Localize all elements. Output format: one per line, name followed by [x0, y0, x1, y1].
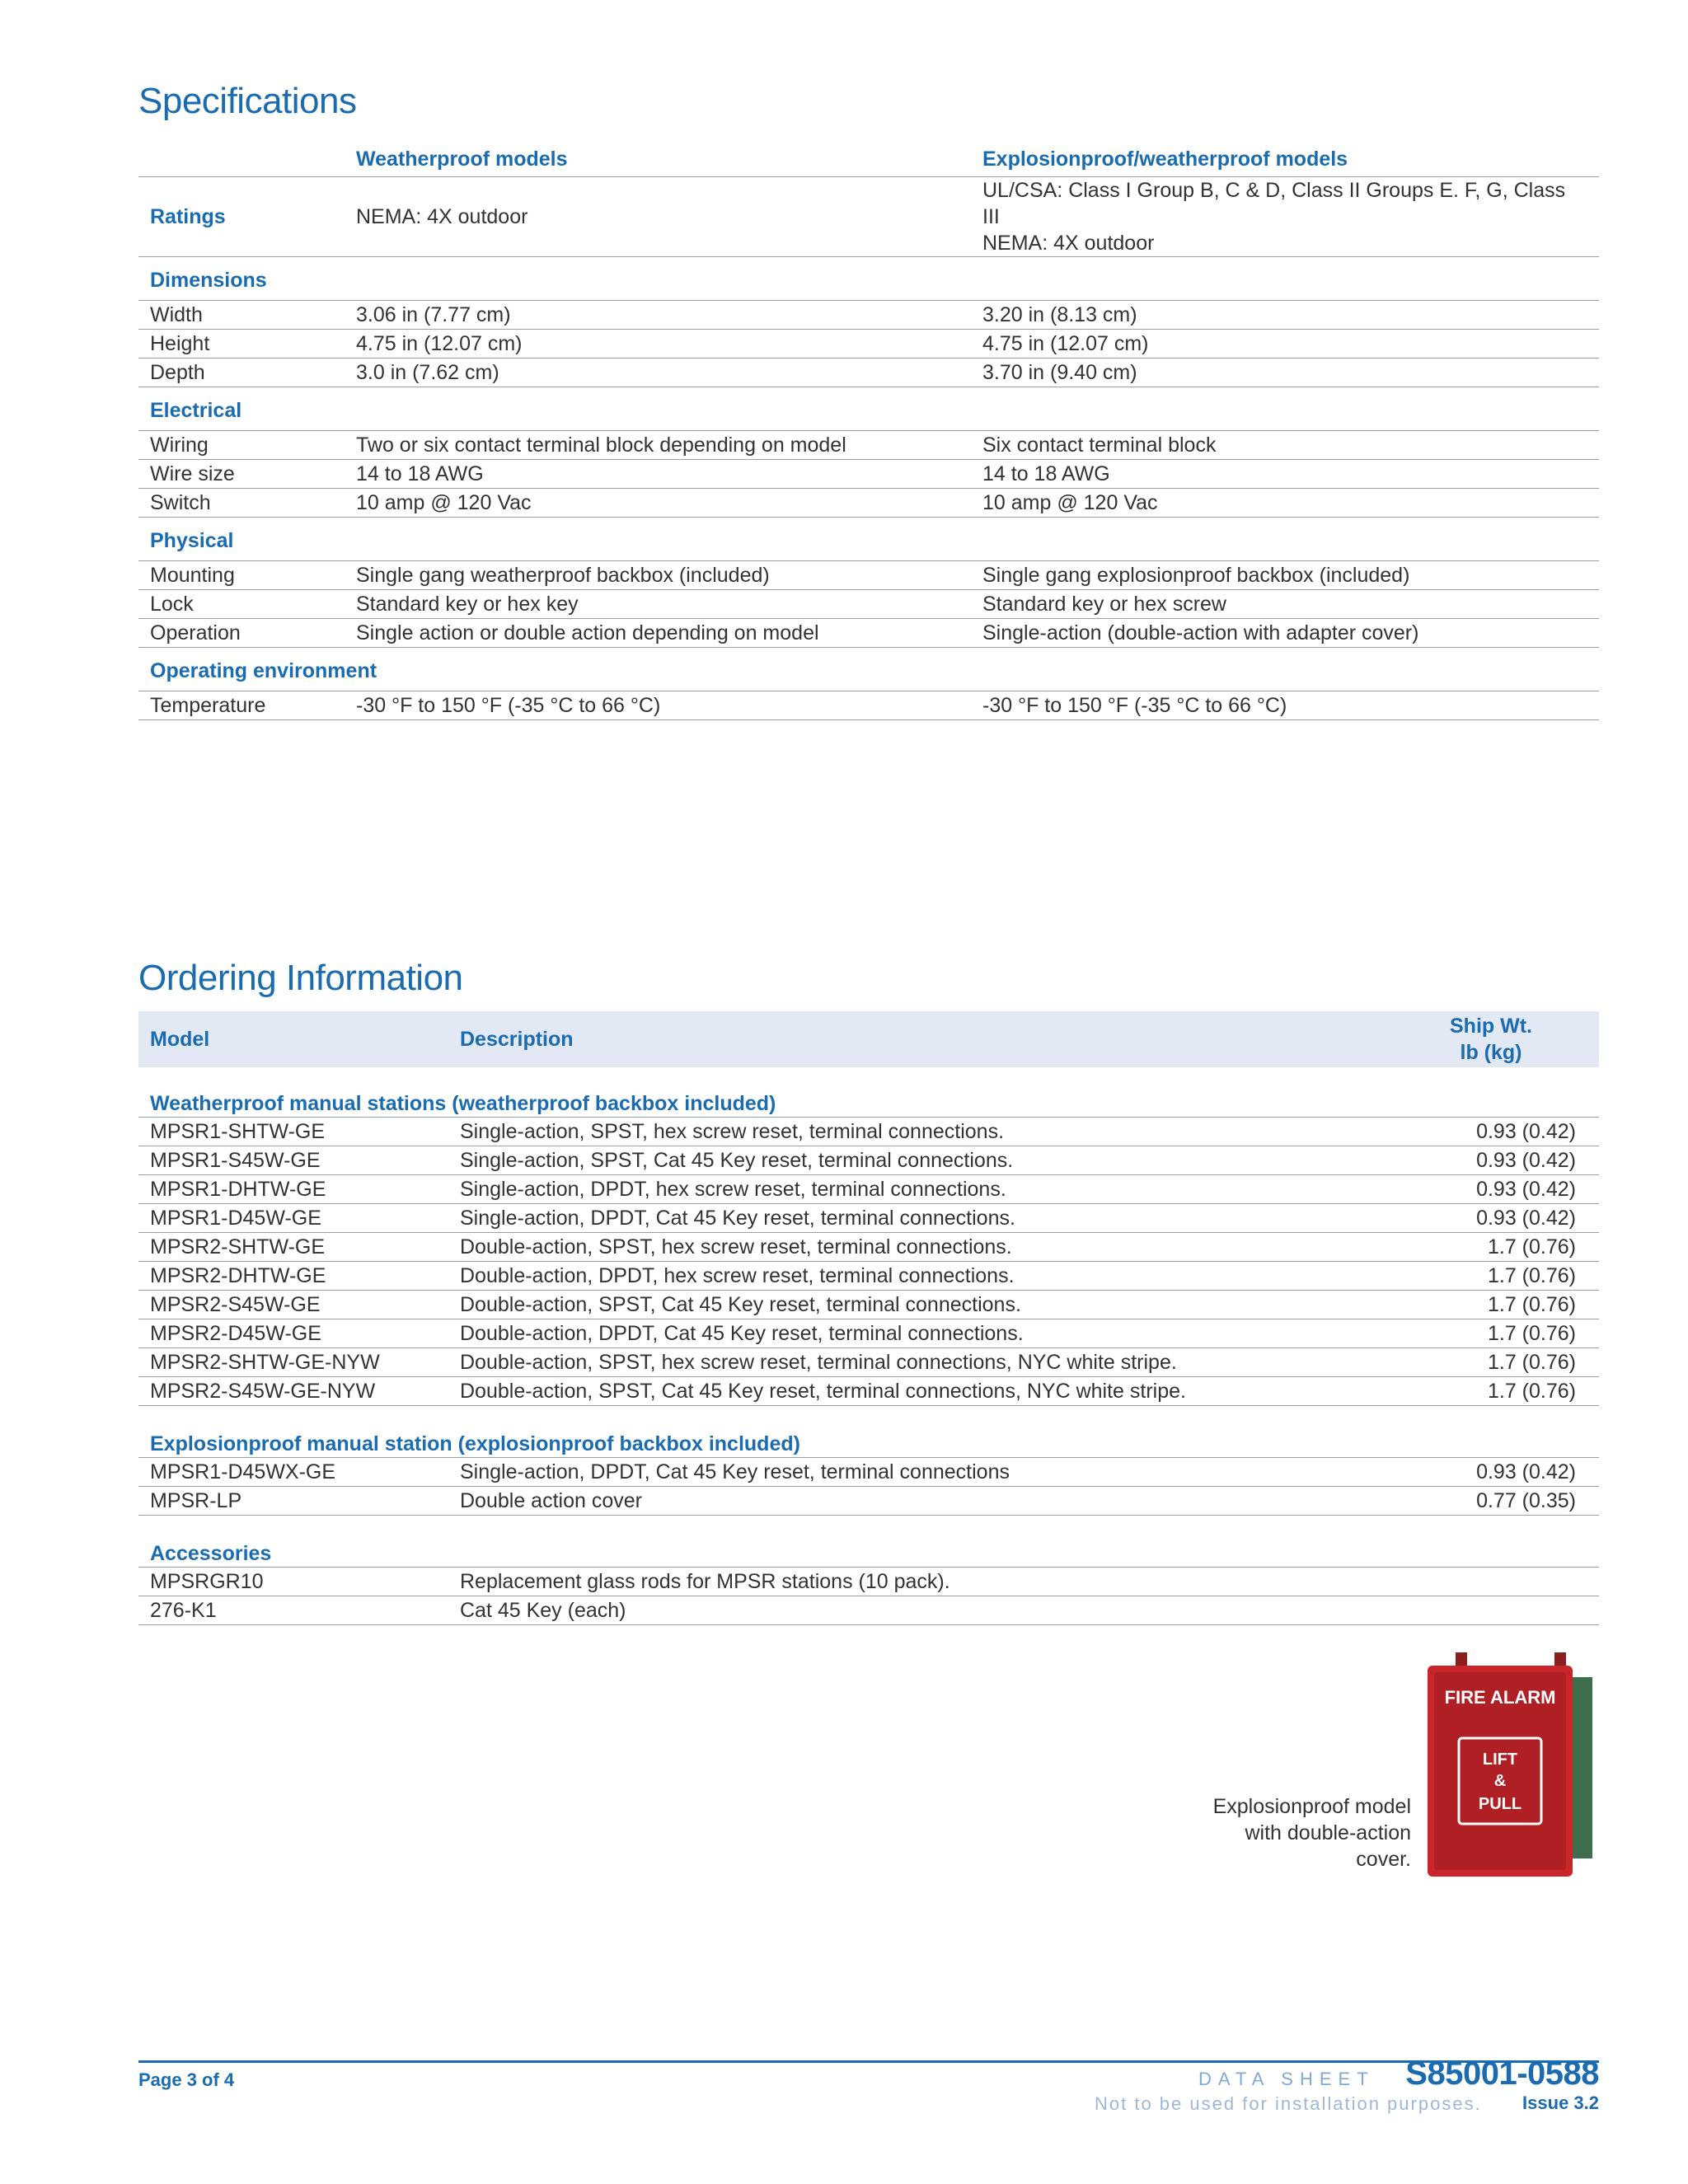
ordering-item-row: [138, 1291, 1599, 1319]
model-description: Double-action, SPST, hex screw reset, terminal connections, NYC white stripe.: [448, 1348, 1383, 1377]
spec-group-row: [138, 518, 1599, 561]
spec-weatherproof-value: 3.06 in (7.77 cm): [345, 301, 971, 330]
spec-label: Temperature: [138, 691, 345, 720]
col-description: Description: [448, 1011, 1383, 1067]
model-number: MPSR2-S45W-GE: [138, 1291, 448, 1319]
doc-number: S85001-0588: [1405, 2055, 1599, 2092]
ordering-item-row: [138, 1487, 1599, 1516]
ordering-item-row: [138, 1458, 1599, 1487]
ordering-body: [138, 1067, 1599, 1625]
spec-label: Height: [138, 330, 345, 359]
spec-groups: [138, 257, 1599, 720]
spec-explosionproof-value: Single-action (double-action with adapter cover): [971, 619, 1599, 648]
ship-weight: 1.7 (0.76): [1383, 1348, 1599, 1377]
spec-group-name: Physical: [138, 518, 1599, 561]
ship-weight: 1.7 (0.76): [1383, 1377, 1599, 1406]
spec-weatherproof-value: -30 °F to 150 °F (-35 °C to 66 °C): [345, 691, 971, 720]
spec-weatherproof-value: 4.75 in (12.07 cm): [345, 330, 971, 359]
ordering-category-name: Weatherproof manual stations (weatherproof backbox included): [138, 1087, 1599, 1118]
ordering-item-row: [138, 1377, 1599, 1406]
ship-weight: 1.7 (0.76): [1383, 1291, 1599, 1319]
ordering-category-row: [138, 1087, 1599, 1118]
model-number: MPSR1-SHTW-GE: [138, 1118, 448, 1146]
model-description: Single-action, SPST, Cat 45 Key reset, terminal connections.: [448, 1146, 1383, 1175]
ship-weight: 0.93 (0.42): [1383, 1118, 1599, 1146]
model-number: MPSR2-DHTW-GE: [138, 1262, 448, 1291]
model-description: Single-action, DPDT, Cat 45 Key reset, terminal connections.: [448, 1204, 1383, 1233]
spec-group-row: [138, 387, 1599, 431]
caption-line2: with double-action: [1245, 1821, 1411, 1844]
ordering-spacer: [138, 1516, 1599, 1538]
ordering-category-name: Explosionproof manual station (explosionproof backbox included): [138, 1427, 1599, 1458]
model-number: MPSR-LP: [138, 1487, 448, 1516]
ordering-item-row: [138, 1118, 1599, 1146]
spec-row: [138, 460, 1599, 489]
model-number: MPSRGR10: [138, 1568, 448, 1596]
spec-row: [138, 431, 1599, 460]
ordering-item-row: [138, 1146, 1599, 1175]
ordering-item-row: [138, 1204, 1599, 1233]
model-description: Double action cover: [448, 1487, 1383, 1516]
spec-row: [138, 561, 1599, 590]
spec-row: [138, 590, 1599, 619]
ordering-item-row: [138, 1348, 1599, 1377]
ship-weight: 1.7 (0.76): [1383, 1233, 1599, 1262]
ordering-category-row: [138, 1427, 1599, 1458]
caption-line1: Explosionproof model: [1212, 1795, 1411, 1818]
model-description: Cat 45 Key (each): [448, 1596, 1383, 1625]
spec-group-name: Electrical: [138, 387, 1599, 431]
ordering-item-row: [138, 1233, 1599, 1262]
spec-group-name: Operating environment: [138, 648, 1599, 691]
ordering-item-row: [138, 1596, 1599, 1625]
spec-explosionproof-value: 10 amp @ 120 Vac: [971, 489, 1599, 518]
product-label-pull: PULL: [1478, 1795, 1522, 1813]
ordering-category-name: Accessories: [138, 1537, 1599, 1568]
spec-weatherproof-value: Single gang weatherproof backbox (included): [345, 561, 971, 590]
col-explosionproof: Explosionproof/weatherproof models: [971, 142, 1599, 177]
doc-type-label: DATA SHEET: [1198, 2069, 1375, 2089]
col-weatherproof: Weatherproof models: [345, 142, 971, 177]
ordering-category-row: [138, 1537, 1599, 1568]
spec-explosionproof-value: Single gang explosionproof backbox (included): [971, 561, 1599, 590]
model-number: MPSR1-DHTW-GE: [138, 1175, 448, 1204]
ratings-explosionproof-line2: NEMA: 4X outdoor: [982, 232, 1155, 255]
fire-alarm-station-image: [1423, 1652, 1604, 1891]
footer-rule: [138, 2060, 1599, 2063]
ship-weight: 1.7 (0.76): [1383, 1319, 1599, 1348]
ordering-item-row: [138, 1568, 1599, 1596]
spec-weatherproof-value: Single action or double action depending on model: [345, 619, 971, 648]
spec-group-name: Dimensions: [138, 257, 1599, 301]
spec-label: Lock: [138, 590, 345, 619]
model-description: Double-action, DPDT, hex screw reset, terminal connections.: [448, 1262, 1383, 1291]
product-label-lift: LIFT: [1482, 1750, 1518, 1769]
ordering-item-row: [138, 1319, 1599, 1348]
spec-explosionproof-value: Standard key or hex screw: [971, 590, 1599, 619]
spec-label: Mounting: [138, 561, 345, 590]
ship-weight: 0.93 (0.42): [1383, 1458, 1599, 1487]
spec-weatherproof-value: Two or six contact terminal block depending on model: [345, 431, 971, 460]
model-number: MPSR1-S45W-GE: [138, 1146, 448, 1175]
ordering-spacer: [138, 1406, 1599, 1428]
spec-weatherproof-value: 14 to 18 AWG: [345, 460, 971, 489]
model-description: Double-action, SPST, Cat 45 Key reset, terminal connections, NYC white stripe.: [448, 1377, 1383, 1406]
ordering-header-row: [138, 1011, 1599, 1067]
model-description: Single-action, DPDT, Cat 45 Key reset, terminal connections: [448, 1458, 1383, 1487]
ship-weight: 0.77 (0.35): [1383, 1487, 1599, 1516]
spec-row: [138, 330, 1599, 359]
model-number: MPSR2-S45W-GE-NYW: [138, 1377, 448, 1406]
spec-explosionproof-value: 14 to 18 AWG: [971, 460, 1599, 489]
specifications-title: Specifications: [138, 81, 357, 121]
spec-weatherproof-value: 3.0 in (7.62 cm): [345, 359, 971, 387]
ship-weight: 1.7 (0.76): [1383, 1262, 1599, 1291]
spec-explosionproof-value: -30 °F to 150 °F (-35 °C to 66 °C): [971, 691, 1599, 720]
ship-weight: [1383, 1596, 1599, 1625]
model-description: Double-action, DPDT, Cat 45 Key reset, terminal connections.: [448, 1319, 1383, 1348]
model-description: Double-action, SPST, hex screw reset, terminal connections.: [448, 1233, 1383, 1262]
ratings-explosionproof: [971, 177, 1599, 257]
product-label-amp: &: [1493, 1772, 1507, 1790]
col-ship-weight-line2: lb (kg): [1460, 1041, 1522, 1064]
spec-label: Width: [138, 301, 345, 330]
spec-group-row: [138, 648, 1599, 691]
spec-weatherproof-value: 10 amp @ 120 Vac: [345, 489, 971, 518]
ordering-item-row: [138, 1175, 1599, 1204]
spec-row: [138, 301, 1599, 330]
ship-weight: 0.93 (0.42): [1383, 1146, 1599, 1175]
spec-row: [138, 619, 1599, 648]
specifications-table: [138, 142, 1599, 720]
ordering-table: [138, 1011, 1599, 1625]
ship-weight: 0.93 (0.42): [1383, 1204, 1599, 1233]
ordering-item-row: [138, 1262, 1599, 1291]
spec-explosionproof-value: Six contact terminal block: [971, 431, 1599, 460]
model-number: MPSR1-D45W-GE: [138, 1204, 448, 1233]
model-number: MPSR1-D45WX-GE: [138, 1458, 448, 1487]
issue-number: Issue 3.2: [1522, 2093, 1599, 2113]
spec-explosionproof-value: 3.20 in (8.13 cm): [971, 301, 1599, 330]
product-label-top: FIRE ALARM: [1444, 1687, 1556, 1708]
col-model: Model: [138, 1011, 448, 1067]
model-number: MPSR2-D45W-GE: [138, 1319, 448, 1348]
spec-group-row: [138, 257, 1599, 301]
page-number: Page 3 of 4: [138, 2069, 235, 2090]
spec-explosionproof-value: 4.75 in (12.07 cm): [971, 330, 1599, 359]
spec-label: Wire size: [138, 460, 345, 489]
ratings-explosionproof-line1: UL/CSA: Class I Group B, C & D, Class II Groups E. F, G, Class III: [982, 179, 1566, 228]
spec-label: Wiring: [138, 431, 345, 460]
col-ship-weight-line1: Ship Wt.: [1450, 1015, 1532, 1038]
model-description: Single-action, SPST, hex screw reset, terminal connections.: [448, 1118, 1383, 1146]
ratings-weatherproof: NEMA: 4X outdoor: [345, 177, 971, 257]
ratings-label: Ratings: [138, 177, 345, 257]
model-number: MPSR2-SHTW-GE: [138, 1233, 448, 1262]
model-description: Single-action, DPDT, hex screw reset, terminal connections.: [448, 1175, 1383, 1204]
spec-explosionproof-value: 3.70 in (9.40 cm): [971, 359, 1599, 387]
caption-line3: cover.: [1356, 1848, 1411, 1871]
spec-row: [138, 691, 1599, 720]
ordering-spacer: [138, 1067, 1599, 1087]
ordering-title: Ordering Information: [138, 958, 463, 998]
ship-weight: [1383, 1568, 1599, 1596]
spec-row: [138, 359, 1599, 387]
spec-weatherproof-value: Standard key or hex key: [345, 590, 971, 619]
spec-label: Depth: [138, 359, 345, 387]
spec-label: Switch: [138, 489, 345, 518]
ratings-row: [138, 177, 1599, 257]
ship-weight: 0.93 (0.42): [1383, 1175, 1599, 1204]
figure-caption: [1022, 1793, 1411, 1872]
spec-row: [138, 489, 1599, 518]
model-description: Double-action, SPST, Cat 45 Key reset, terminal connections.: [448, 1291, 1383, 1319]
spec-header-row: [138, 142, 1599, 177]
model-number: MPSR2-SHTW-GE-NYW: [138, 1348, 448, 1377]
col-ship-weight: [1383, 1011, 1599, 1067]
model-number: 276-K1: [138, 1596, 448, 1625]
disclaimer: Not to be used for installation purposes.: [1095, 2093, 1482, 2114]
model-description: Replacement glass rods for MPSR stations (10 pack).: [448, 1568, 1383, 1596]
spec-label: Operation: [138, 619, 345, 648]
